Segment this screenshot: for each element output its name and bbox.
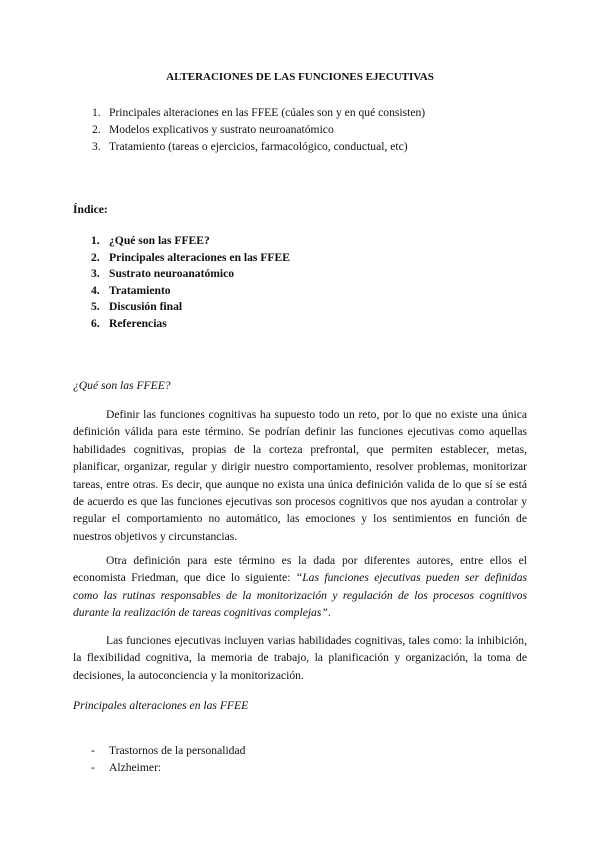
list-text: Alzheimer: (109, 761, 162, 774)
friedman-quote: “Las funciones ejecutivas pueden ser definidas como las rutinas responsables de la monitorización y regulación de los procesos cognitivos durante la realización de tareas cognitivas complejas” (73, 571, 528, 620)
list-item (92, 104, 425, 121)
index-text: Sustrato neuroanatómico (109, 267, 235, 281)
index-item (91, 282, 290, 299)
index-item (91, 315, 290, 332)
index-item (91, 298, 290, 315)
objectives-list (92, 104, 425, 155)
index-number: 4. (91, 283, 100, 297)
index-item (91, 265, 290, 282)
section-heading-alteraciones: Principales alteraciones en las FFEE (73, 699, 249, 712)
list-text: Principales alteraciones en las FFEE (cúales son y en qué consisten) (109, 106, 426, 119)
index-number: 2. (91, 250, 100, 264)
list-number: 3. (92, 140, 101, 153)
index-list (91, 232, 290, 332)
index-number: 1. (91, 234, 100, 247)
paragraph-friedman (73, 552, 527, 622)
index-text: Principales alteraciones en las FFEE (109, 250, 290, 264)
list-item (92, 121, 425, 138)
paragraph-skills: Las funciones ejecutivas incluyen varias habilidades cognitivas, tales como: la inhibición, la flexibilidad cognitiva, la memoria de trabajo, la planificación y organización, la toma de decisiones, la autoconciencia y la monitorización. (73, 634, 527, 682)
list-dash: - (91, 761, 95, 774)
index-text: ¿Qué son las FFEE? (109, 234, 210, 247)
index-number: 6. (91, 316, 100, 330)
index-text: Referencias (109, 316, 167, 330)
index-text: Tratamiento (109, 283, 171, 297)
list-text: Trastornos de la personalidad (109, 744, 246, 757)
alterations-list (91, 742, 245, 776)
list-item (91, 759, 245, 776)
index-heading: Índice: (73, 203, 108, 216)
index-item (91, 232, 290, 249)
index-text: Discusión final (109, 300, 183, 314)
paragraph-friedman-intro: Otra definición para este término es la dada por diferentes autores, entre ellos el economista Friedman, que dice lo siguiente: (73, 554, 527, 585)
paragraph-definition: Definir las funciones cognitivas ha supuesto todo un reto, por lo que no existe una única definición válida para este término. Se podrían definir las funciones ejecutivas como aquellas habilidades cognitivas, propias de la corteza prefrontal, que permiten establecer, metas, planificar, organizar, regular y dirigir nuestro comportamiento, resolver problemas, monitorizar tareas, entre otras. Es decir, que aunque no exista una única definición valida de lo que sí se está de acuerdo es que las funciones ejecutivas son procesos cognitivos que nos ayudan a controlar y regular el comportamiento no automático, las emociones y los sentimientos en función de nuestros objetivos y circunstancias. (73, 408, 527, 543)
section-heading-que-son: ¿Qué son las FFEE? (73, 379, 171, 392)
list-item (91, 742, 245, 759)
list-dash: - (91, 744, 95, 757)
list-number: 1. (92, 106, 101, 119)
paragraph-friedman-end: . (327, 606, 331, 620)
list-text: Tratamiento (tareas o ejercicios, farmacológico, conductual, etc) (109, 140, 408, 153)
document-title: ALTERACIONES DE LAS FUNCIONES EJECUTIVAS (166, 71, 434, 83)
list-text: Modelos explicativos y sustrato neuroanatómico (109, 123, 334, 136)
index-number: 3. (91, 267, 100, 281)
list-number: 2. (92, 123, 101, 136)
index-number: 5. (91, 300, 100, 314)
index-item (91, 249, 290, 266)
list-item (92, 138, 425, 155)
